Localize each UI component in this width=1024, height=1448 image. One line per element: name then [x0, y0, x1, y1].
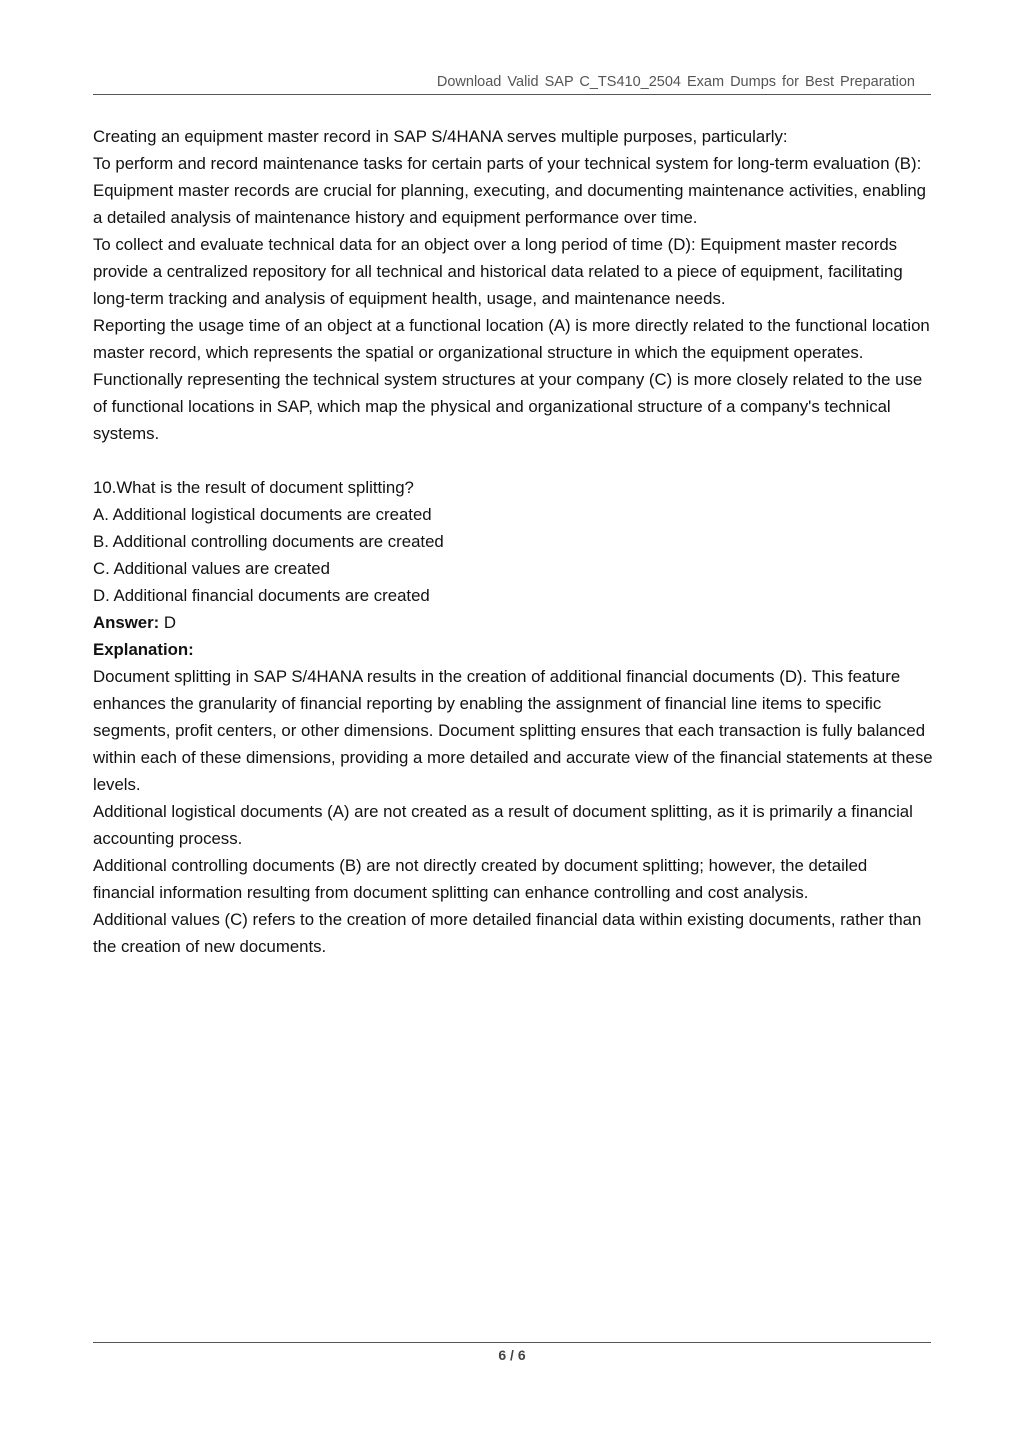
intro-paragraph: Functionally representing the technical system structures at your company (C) is more closely related to the use of functional locations in SAP, which map the physical and organizational structure of a company's technical systems.: [93, 370, 923, 443]
page-header: [93, 70, 931, 95]
explanation-label: Explanation:: [93, 640, 194, 659]
explanation-paragraph: Document splitting in SAP S/4HANA results in the creation of additional financial documents (D). This feature enhances the granularity of financial reporting by enabling the assignment of financial line items to specific segments, profit centers, or other dimensions. Document splitting ensures that each transaction is fully balanced within each of these dimensions, providing a more detailed and accurate view of the financial statements at these levels.: [93, 667, 933, 794]
intro-paragraph: To collect and evaluate technical data for an object over a long period of time (D): Equipment master records provide a centralized repository for all technical and historical data related to a piece of equipment, facilitating long-term tracking and analysis of equipment health, usage, and maintenance needs.: [93, 235, 903, 308]
intro-paragraph: Creating an equipment master record in SAP S/4HANA serves multiple purposes, particularly:: [93, 127, 788, 146]
answer-option: A. Additional logistical documents are created: [93, 505, 432, 524]
intro-paragraph: To perform and record maintenance tasks for certain parts of your technical system for long-term evaluation (B): Equipment master records are crucial for planning, executing, and documenting maintenance activities, enabling a detailed analysis of maintenance history and equipment performance over time.: [93, 154, 927, 227]
answer-option: C. Additional values are created: [93, 559, 330, 578]
answer-option: D. Additional financial documents are created: [93, 586, 430, 605]
answer-option: B. Additional controlling documents are created: [93, 532, 444, 551]
answer-label: Answer:: [93, 613, 160, 632]
page-footer: [93, 1342, 931, 1363]
intro-paragraph: Reporting the usage time of an object at a functional location (A) is more directly related to the functional location master record, which represents the spatial or organizational structure in which the equipment operates.: [93, 316, 930, 362]
answer-value: D: [159, 613, 176, 632]
explanation-paragraph: Additional values (C) refers to the creation of more detailed financial data within existing documents, rather than the creation of new documents.: [93, 910, 922, 956]
page-number: 6 / 6: [498, 1347, 526, 1363]
answer-line: [93, 609, 933, 636]
header-title: Download Valid SAP C_TS410_2504 Exam Dumps for Best Preparation: [436, 74, 915, 90]
explanation-paragraph: Additional logistical documents (A) are not created as a result of document splitting, as it is primarily a financial accounting process.: [93, 802, 913, 848]
explanation-paragraph: Additional controlling documents (B) are not directly created by document splitting; however, the detailed financial information resulting from document splitting can enhance controlling and cost analysis.: [93, 856, 868, 902]
spacer: [93, 447, 933, 474]
question-text: 10.What is the result of document splitting?: [93, 478, 414, 497]
document-body: [93, 123, 933, 960]
